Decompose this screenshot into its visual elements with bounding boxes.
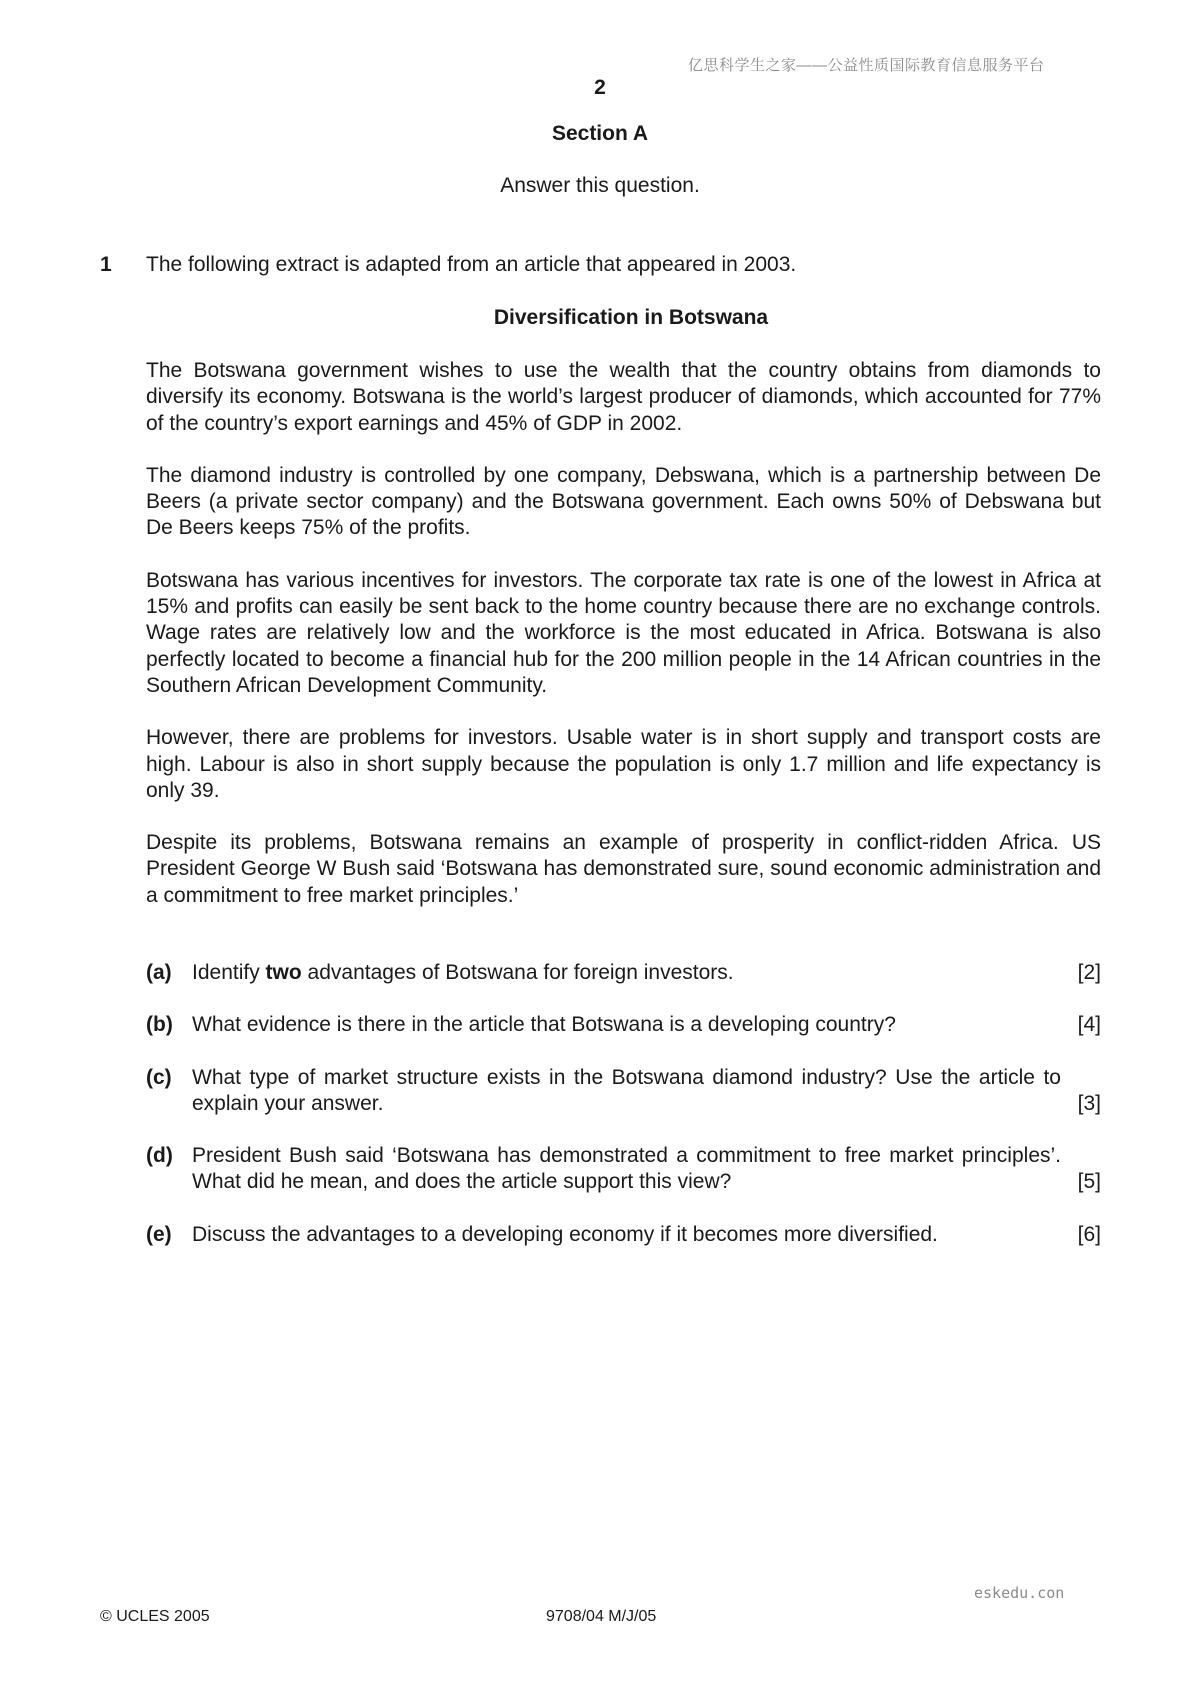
subquestion-text-part: advantages of Botswana for foreign investors. <box>301 961 734 984</box>
subquestion-letter: (a) <box>146 961 172 984</box>
article-title: Diversification in Botswana <box>493 306 769 329</box>
marks-allocation: [5] <box>1077 1170 1101 1194</box>
subquestion-emphasis: two <box>265 961 302 984</box>
subquestion-letter: (b) <box>146 1013 173 1037</box>
article-paragraph: Despite its problems, Botswana remains an example of prosperity in conflict-ridden Africa. US President George W Bush said ‘Botswana has demonstrated sure, sound economic administration and a commitment to free market principles.’ <box>146 831 1101 907</box>
watermark-footer: eskedu.con <box>974 1584 1065 1602</box>
subquestion-letter: (d) <box>146 1144 173 1168</box>
subquestion-text <box>192 960 1101 986</box>
marks-allocation: [3] <box>1077 1091 1101 1115</box>
question-intro: The following extract is adapted from an article that appeared in 2003. <box>146 253 797 276</box>
subquestion-d <box>146 1143 1101 1196</box>
subquestion-list <box>146 960 1101 1274</box>
marks-allocation: [2] <box>1077 961 1101 984</box>
subquestion-text-part: Identify <box>192 961 266 984</box>
footer-copyright: © UCLES 2005 <box>100 1608 210 1625</box>
article-paragraph: Botswana has various incentives for investors. The corporate tax rate is one of the lowest in Africa at 15% and profits can easily be sent back to the home country because there are no exchange controls. Wage rates are relatively low and the workforce is the most educated in Africa. Botswana is also perfectly located to become a financial hub for the 200 million people in the 14 African countries in the Southern African Development Community. <box>146 568 1101 697</box>
subquestion-e <box>146 1222 1101 1248</box>
page-number: 2 <box>594 76 606 99</box>
subquestion-letter: (c) <box>146 1065 172 1089</box>
marks-allocation: [6] <box>1077 1222 1101 1246</box>
marks-allocation: [4] <box>1077 1013 1101 1037</box>
article-paragraph: The diamond industry is controlled by one company, Debswana, which is a partnership between De Beers (a private sector company) and the Botswana government. Each owns 50% of Debswana but De Beers keeps 75% of the profits. <box>146 463 1101 540</box>
subquestion-text: Discuss the advantages to a developing economy if it becomes more diversified. <box>192 1222 938 1246</box>
section-instruction: Answer this question. <box>500 174 700 197</box>
subquestion-b <box>146 1012 1101 1038</box>
subquestion-letter: (e) <box>146 1222 172 1246</box>
question-number: 1 <box>100 253 112 276</box>
watermark-header: 亿思科学生之家——公益性质国际教育信息服务平台 <box>688 57 1045 74</box>
subquestion-c <box>146 1065 1101 1118</box>
footer-paper-code: 9708/04 M/J/05 <box>546 1608 657 1625</box>
article-paragraph: The Botswana government wishes to use the wealth that the country obtains from diamonds to diversify its economy. Botswana is the world’s largest producer of diamonds, which accounted for 77% of the country’s export earnings and 45% of GDP in 2002. <box>146 359 1101 435</box>
subquestion-a <box>146 960 1101 986</box>
section-title: Section A <box>551 122 649 145</box>
article-body <box>146 358 1101 935</box>
subquestion-text: What evidence is there in the article that Botswana is a developing country? <box>192 1013 896 1037</box>
article-paragraph: However, there are problems for investors. Usable water is in short supply and transport costs are high. Labour is also in short supply because the population is only 1.7 million and life expectancy is only 39. <box>146 726 1101 802</box>
subquestion-text: President Bush said ‘Botswana has demonstrated a commitment to free market principles’. What did he mean, and does the article support this view? <box>192 1144 1061 1194</box>
subquestion-text: What type of market structure exists in the Botswana diamond industry? Use the article to explain your answer. <box>192 1065 1061 1115</box>
